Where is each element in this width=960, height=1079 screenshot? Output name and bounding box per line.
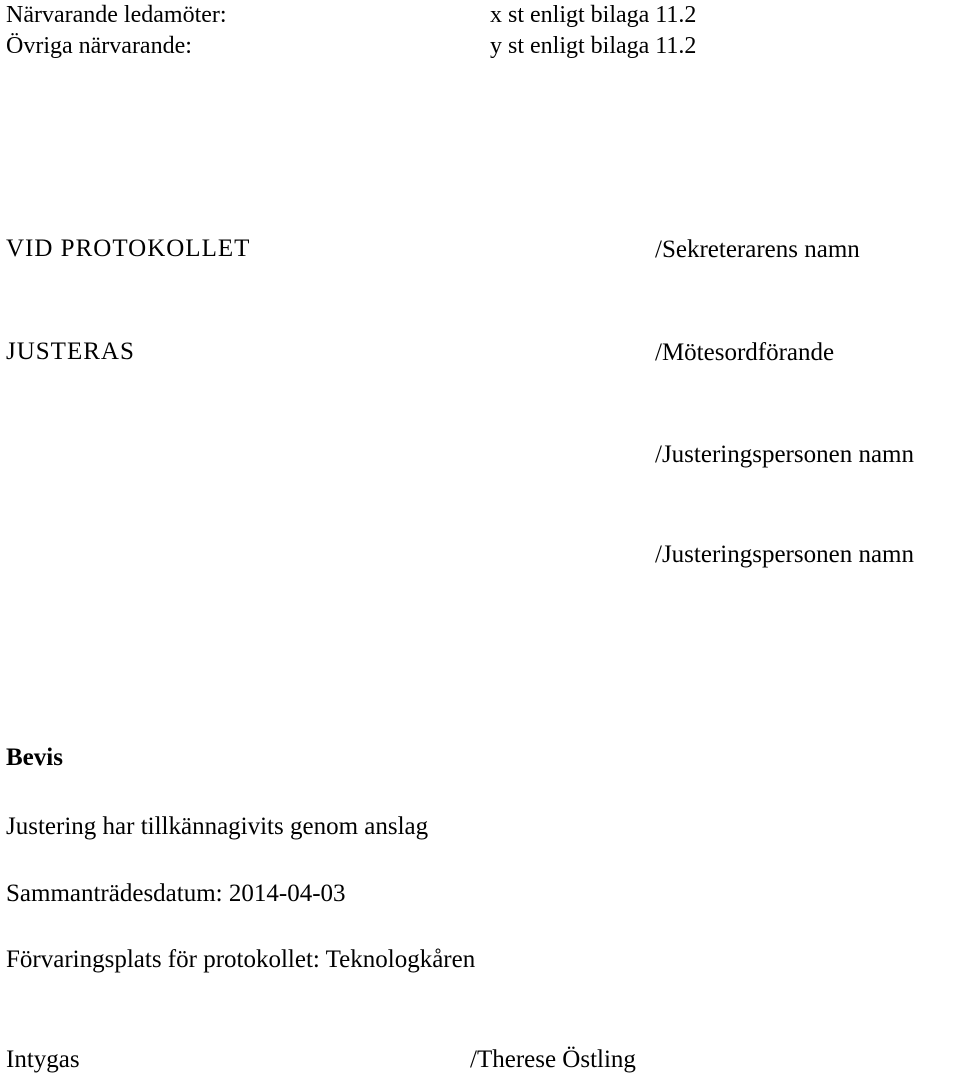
- adjuster-name-2: /Justeringspersonen namn: [655, 541, 914, 568]
- chair-name: /Mötesordförande: [655, 339, 835, 366]
- attest-label: Intygas: [6, 1046, 80, 1073]
- secretary-name: /Sekreterarens namn: [655, 236, 860, 263]
- recorded-by-label: VID PROTOKOLLET: [6, 235, 251, 262]
- approved-label: JUSTERAS: [6, 338, 135, 365]
- certificate-heading: Bevis: [6, 744, 63, 771]
- attest-name: /Therese Östling: [470, 1046, 636, 1073]
- others-label: Övriga närvarande:: [6, 33, 192, 59]
- members-label: Närvarande ledamöter:: [6, 2, 227, 28]
- announcement-text: Justering har tillkännagivits genom anslag: [6, 813, 429, 840]
- adjuster-name-1: /Justeringspersonen namn: [655, 441, 914, 468]
- others-value: y st enligt bilaga 11.2: [490, 33, 697, 59]
- meeting-date: Sammanträdesdatum: 2014-04-03: [6, 880, 346, 907]
- members-value: x st enligt bilaga 11.2: [490, 2, 697, 28]
- storage-location: Förvaringsplats för protokollet: Teknologkåren: [6, 946, 476, 973]
